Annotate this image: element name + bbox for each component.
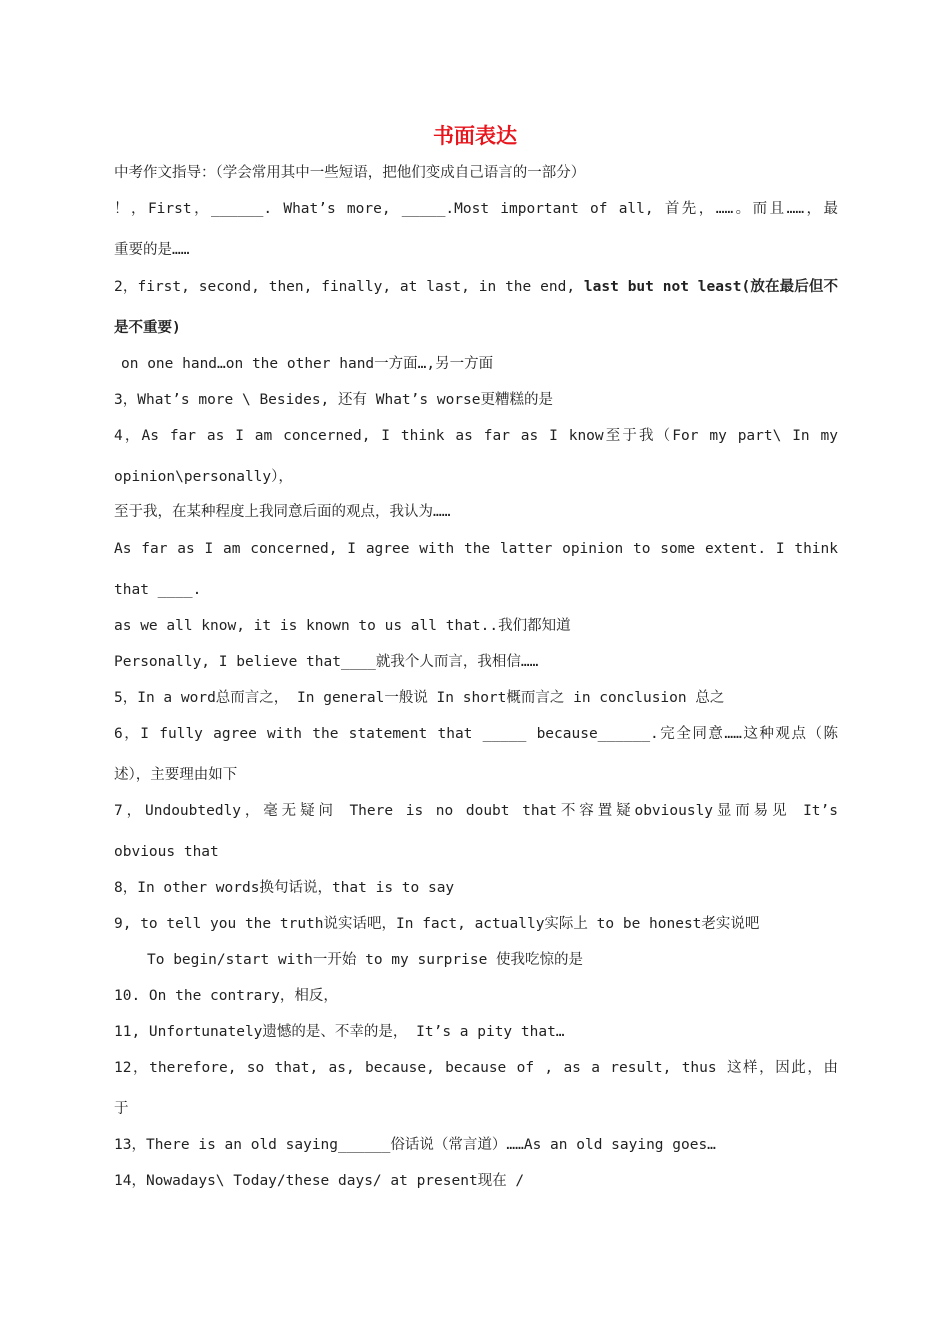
guide-subtitle: 中考作文指导：（学会常用其中一些短语，把他们变成自己语言的一部分）	[114, 165, 586, 181]
phrase-line-12-cont: 于	[114, 1101, 129, 1117]
phrase-line-4-known: as we all know, it is known to us all that..我们都知道	[114, 618, 571, 634]
phrase-line-1: ！，First，______. What’s more, _____.Most important of all, 首先，……。而且……，最	[114, 201, 838, 217]
page-title: 书面表达	[433, 124, 517, 148]
phrase-line-11: 11, Unfortunately遗憾的是、不幸的是， It’s a pity that…	[114, 1024, 565, 1040]
phrase-line-4-example: As far as I am concerned, I agree with the latter opinion to some extent. I think	[114, 541, 838, 557]
phrase-line-7: 7，Undoubtedly，毫无疑问 There is no doubt that不容置疑obviously显而易见 It’s	[114, 803, 838, 819]
phrase-line-2	[114, 277, 838, 297]
phrase-line-4-cont: opinion\personally），	[114, 469, 293, 485]
phrase-line-1-cont: 重要的是……	[114, 242, 190, 258]
phrase-line-4: 4，As far as I am concerned, I think as far as I know至于我（For my part\ In my	[114, 428, 838, 444]
phrase-line-2-cont: 是不重要)	[114, 320, 181, 336]
phrase-line-8: 8，In other words换句话说，that is to say	[114, 880, 455, 896]
phrase-line-6: 6，I fully agree with the statement that _____ because______.完全同意……这种观点（陈	[114, 726, 838, 742]
phrase-line-4-personally: Personally, I believe that____就我个人而言，我相信……	[114, 654, 539, 670]
phrase-line-10: 10. On the contrary，相反，	[114, 988, 338, 1004]
phrase-line-4-example-cont: that ____.	[114, 582, 202, 598]
phrase-line-6-cont: 述），主要理由如下	[114, 767, 238, 783]
phrase-line-13: 13，There is an old saying______俗话说（常言道）……As an old saying goes…	[114, 1137, 716, 1153]
phrase-line-4-chinese: 至于我，在某种程度上我同意后面的观点，我认为……	[114, 504, 451, 520]
phrase-line-3: 3，What’s more \ Besides, 还有 What’s worse更糟糕的是	[114, 392, 553, 408]
phrase-line-9-cont: To begin/start with一开始 to my surprise 使我吃惊的是	[147, 952, 584, 968]
phrase-line-14: 14，Nowadays\ Today/these days/ at present现在 /	[114, 1173, 525, 1189]
phrase-line-12: 12，therefore, so that, as, because, because of , as a result, thus 这样，因此，由	[114, 1060, 838, 1076]
phrase-line-2-bold: last but not least(放在最后但不	[583, 279, 838, 295]
phrase-line-7-cont: obvious that	[114, 844, 219, 860]
phrase-line-9: 9, to tell you the truth说实话吧，In fact, actually实际上 to be honest老实说吧	[114, 916, 760, 932]
phrase-line-2-text: 2，first, second, then, finally, at last, in the end,	[114, 279, 584, 295]
phrase-line-5: 5，In a word总而言之， In general一般说 In short概而言之 in conclusion 总之	[114, 690, 725, 706]
phrase-line-2-extra: on one hand…on the other hand一方面…,另一方面	[121, 356, 494, 372]
